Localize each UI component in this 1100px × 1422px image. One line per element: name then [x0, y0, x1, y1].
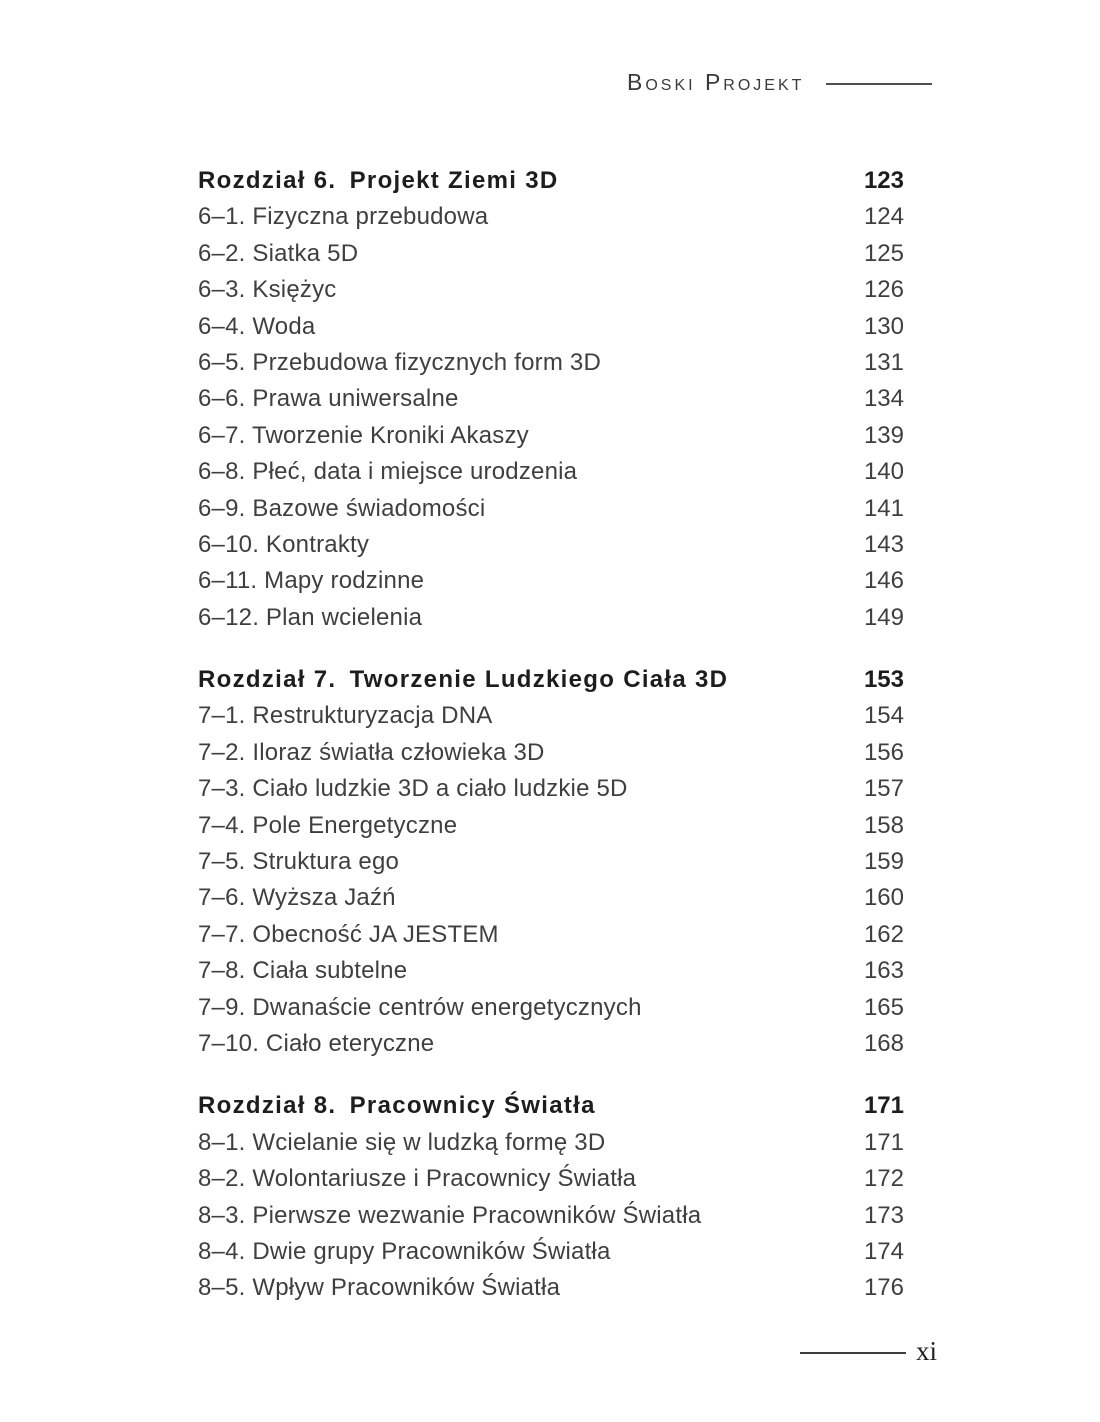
- entry-page-number: 174: [863, 1237, 904, 1265]
- toc-entry-row: [198, 844, 904, 880]
- entry-page-number: 173: [863, 1201, 904, 1229]
- chapter-title: Rozdział 7. Tworzenie Ludzkiego Ciała 3D: [198, 666, 729, 694]
- entry-page-number: 157: [863, 775, 904, 803]
- entry-title: 7–1. Restrukturyzacja DNA: [198, 702, 493, 730]
- entry-page-number: 176: [863, 1274, 904, 1302]
- entry-title: 6–5. Przebudowa fizycznych form 3D: [198, 348, 601, 376]
- toc-entry-row: [198, 771, 904, 807]
- toc-entry-row: [198, 1125, 904, 1161]
- toc-entry-row: [198, 735, 904, 771]
- toc-entry-row: [198, 381, 904, 417]
- entry-page-number: 141: [863, 494, 904, 522]
- entry-page-number: 134: [863, 385, 904, 413]
- entry-title: 7–4. Pole Energetyczne: [198, 811, 458, 839]
- toc-entry-row: [198, 1198, 904, 1234]
- entry-title: 8–3. Pierwsze wezwanie Pracowników Światła: [198, 1201, 702, 1229]
- chapter-group: [198, 163, 904, 636]
- entry-page-number: 126: [863, 276, 904, 304]
- toc-entry-row: [198, 491, 904, 527]
- entry-title: 7–7. Obecność JA JESTEM: [198, 920, 499, 948]
- toc-entry-row: [198, 1161, 904, 1197]
- toc-entry-row: [198, 880, 904, 916]
- toc-entry-row: [198, 527, 904, 563]
- toc-entry-row: [198, 236, 904, 272]
- entry-page-number: 163: [863, 957, 904, 985]
- footer-rule: [800, 1352, 906, 1354]
- toc-entry-row: [198, 199, 904, 235]
- toc-entry-row: [198, 917, 904, 953]
- entry-page-number: 172: [863, 1165, 904, 1193]
- header-rule: [826, 83, 932, 85]
- chapter-heading-row: [198, 1088, 904, 1124]
- entry-title: 6–9. Bazowe świadomości: [198, 494, 486, 522]
- toc-entry-row: [198, 454, 904, 490]
- entry-page-number: 156: [863, 738, 904, 766]
- toc-entry-row: [198, 1270, 904, 1306]
- entry-page-number: 159: [863, 848, 904, 876]
- chapter-heading-row: [198, 662, 904, 698]
- entry-title: 7–9. Dwanaście centrów energetycznych: [198, 993, 642, 1021]
- entry-page-number: 165: [863, 993, 904, 1021]
- entry-page-number: 154: [863, 702, 904, 730]
- entry-page-number: 158: [863, 811, 904, 839]
- chapter-title: Rozdział 6. Projekt Ziemi 3D: [198, 167, 559, 194]
- entry-page-number: 130: [863, 312, 904, 340]
- entry-page-number: 131: [863, 348, 904, 376]
- chapter-page-number: 171: [863, 1092, 904, 1120]
- entry-page-number: 125: [863, 239, 904, 267]
- chapter-heading-row: [198, 163, 904, 199]
- entry-page-number: 160: [863, 884, 904, 912]
- entry-title: 6–8. Płeć, data i miejsce urodzenia: [198, 458, 578, 486]
- entry-title: 7–8. Ciała subtelne: [198, 957, 408, 985]
- entry-title: 7–10. Ciało eteryczne: [198, 1029, 435, 1057]
- toc-entry-row: [198, 418, 904, 454]
- entry-title: 6–3. Księżyc: [198, 276, 337, 304]
- chapter-page-number: 153: [863, 666, 904, 694]
- entry-title: 7–5. Struktura ego: [198, 848, 400, 876]
- entry-title: 7–6. Wyższa Jaźń: [198, 884, 396, 912]
- entry-page-number: 162: [863, 920, 904, 948]
- entry-page-number: 171: [863, 1128, 904, 1156]
- entry-title: 6–4. Woda: [198, 312, 316, 340]
- entry-page-number: 143: [863, 530, 904, 558]
- toc-entry-row: [198, 563, 904, 599]
- toc-entry-row: [198, 309, 904, 345]
- entry-title: 8–1. Wcielanie się w ludzką formę 3D: [198, 1128, 606, 1156]
- entry-title: 6–11. Mapy rodzinne: [198, 567, 425, 595]
- entry-page-number: 146: [863, 567, 904, 595]
- entry-title: 6–1. Fizyczna przebudowa: [198, 203, 489, 231]
- book-title: Boski Projekt: [627, 69, 805, 95]
- entry-title: 6–2. Siatka 5D: [198, 239, 359, 267]
- toc-entry-row: [198, 345, 904, 381]
- toc-entry-row: [198, 1234, 904, 1270]
- toc-entry-row: [198, 990, 904, 1026]
- chapter-group: [198, 1088, 904, 1306]
- toc-entry-row: [198, 808, 904, 844]
- entry-title: 8–5. Wpływ Pracowników Światła: [198, 1274, 561, 1302]
- entry-page-number: 140: [863, 458, 904, 486]
- toc-entry-row: [198, 272, 904, 308]
- table-of-contents: [198, 163, 904, 1307]
- entry-title: 6–7. Tworzenie Kroniki Akaszy: [198, 421, 529, 449]
- entry-title: 8–4. Dwie grupy Pracowników Światła: [198, 1237, 611, 1265]
- entry-page-number: 149: [863, 603, 904, 631]
- entry-page-number: 124: [863, 203, 904, 231]
- entry-title: 6–12. Plan wcielenia: [198, 603, 423, 631]
- entry-page-number: 139: [863, 421, 904, 449]
- entry-title: 6–10. Kontrakty: [198, 530, 370, 558]
- entry-title: 6–6. Prawa uniwersalne: [198, 385, 459, 413]
- toc-entry-row: [198, 1026, 904, 1062]
- entry-title: 7–2. Iloraz światła człowieka 3D: [198, 738, 545, 766]
- entry-title: 7–3. Ciało ludzkie 3D a ciało ludzkie 5D: [198, 775, 628, 803]
- entry-page-number: 168: [863, 1029, 904, 1057]
- toc-entry-row: [198, 953, 904, 989]
- chapter-group: [198, 662, 904, 1062]
- toc-entry-row: [198, 600, 904, 636]
- entry-title: 8–2. Wolontariusze i Pracownicy Światła: [198, 1165, 637, 1193]
- toc-entry-row: [198, 698, 904, 734]
- chapter-page-number: 123: [863, 167, 904, 194]
- chapter-title: Rozdział 8. Pracownicy Światła: [198, 1092, 596, 1120]
- page-number: xi: [916, 1336, 938, 1366]
